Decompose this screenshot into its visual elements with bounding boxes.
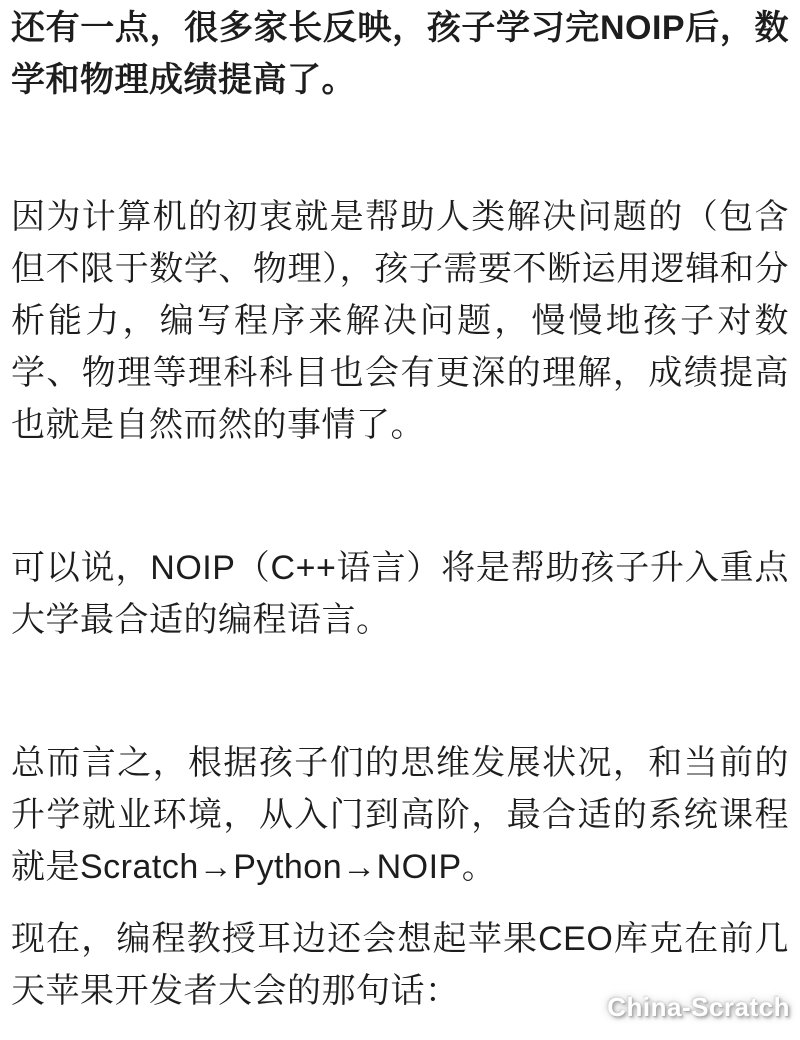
paragraph-computer-purpose: 因为计算机的初衷就是帮助人类解决问题的（包含但不限于数学、物理），孩子需要不断运用逻辑和分析能力，编写程序来解决问题，慢慢地孩子对数学、物理等理科科目也会有更深的理解，成绩提高也就是自然而然的事情了。 — [11, 198, 789, 444]
watermark-china-scratch: China-Scratch — [607, 992, 790, 1022]
paragraph-noip-cpp: 可以说，NOIP（C++语言）将是帮助孩子升入重点大学最合适的编程语言。 — [11, 549, 789, 639]
paragraph-noip-grades: 还有一点，很多家长反映，孩子学习完NOIP后，数学和物理成绩提高了。 — [11, 9, 789, 99]
paragraph-course-path: 总而言之，根据孩子们的思维发展状况，和当前的升学就业环境，从入门到高阶，最合适的系统课程就是Scratch→Python→NOIP。 — [11, 744, 789, 886]
paragraph-apple-ceo: 现在，编程教授耳边还会想起苹果CEO库克在前几天苹果开发者大会的那句话： — [11, 920, 789, 1010]
